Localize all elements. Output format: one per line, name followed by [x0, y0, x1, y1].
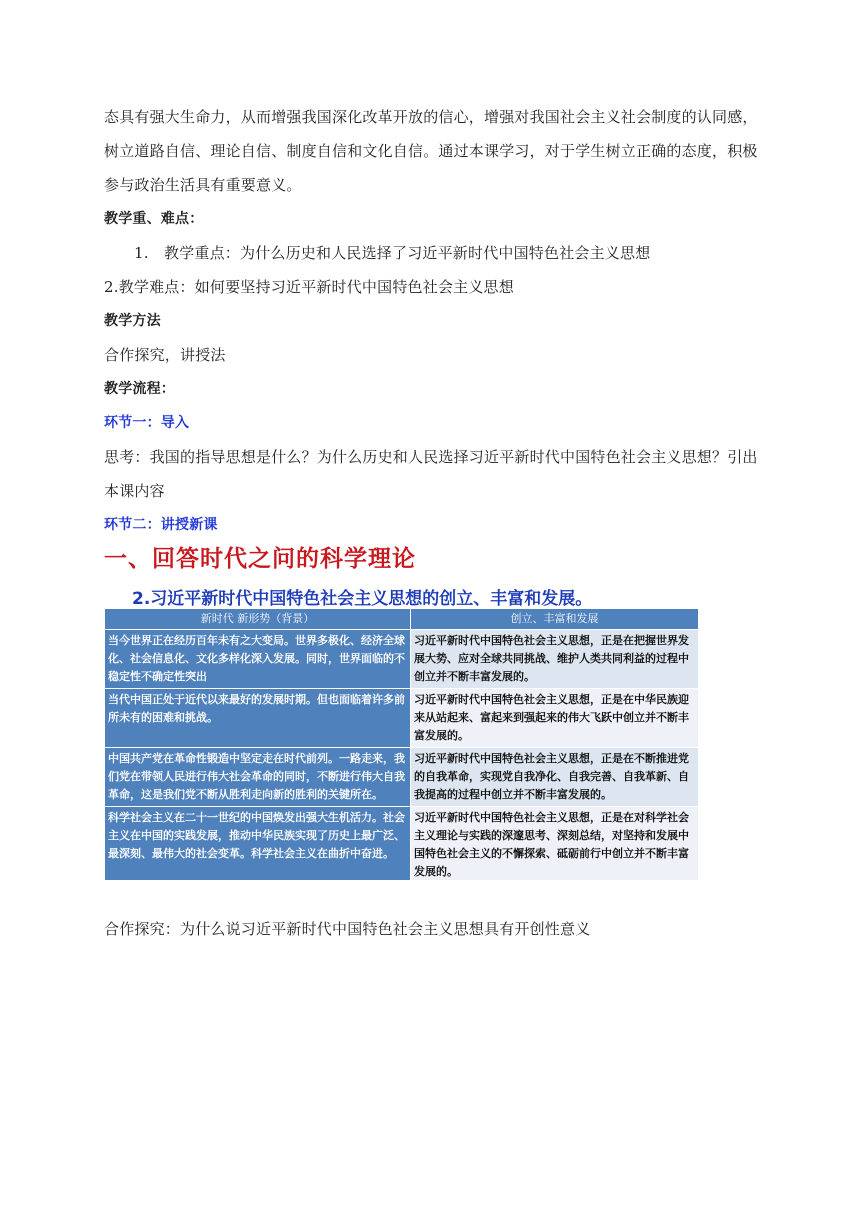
section1-heading: 环节一：导入: [104, 415, 190, 431]
process-heading: 教学流程：: [104, 381, 175, 397]
slide-title: 一、回答时代之问的科学理论: [104, 546, 416, 572]
embedded-slide-image: [104, 540, 764, 880]
key-point-1-number: 1.: [134, 244, 149, 262]
table-header-background: 新时代 新形势（背景）: [105, 609, 411, 630]
key-point-1: [134, 236, 794, 270]
think-line-2: 本课内容: [104, 482, 165, 500]
section2-heading: 环节二：讲授新课: [104, 517, 218, 533]
key-point-2: 2.教学难点：如何要坚持习近平新时代中国特色社会主义思想: [104, 278, 514, 296]
slide-subtitle: 2.习近平新时代中国特色社会主义思想的创立、丰富和发展。: [132, 589, 593, 609]
method-heading: 教学方法: [104, 313, 161, 329]
think-line-1: 思考：我国的指导思想是什么？为什么历史和人民选择习近平新时代中国特色社会主义思想？引出: [104, 448, 758, 466]
table-cell-background: 中国共产党在革命性锻造中坚定走在时代前列。一路走来，我们党在带领人民进行伟大社会革命的同时，不断进行伟大自我革命，这是我们党不断从胜利走向新的胜利的关键所在。: [105, 748, 411, 807]
table-row: [105, 630, 699, 689]
table-cell-background: 当代中国正处于近代以来最好的发展时期。但也面临着许多前所未有的困难和挑战。: [105, 689, 411, 748]
table-cell-development: 习近平新时代中国特色社会主义思想，正是在把握世界发展大势、应对全球共同挑战、维护人类共同利益的过程中创立并不断丰富发展的。: [411, 630, 699, 689]
method-text: 合作探究，讲授法: [104, 346, 226, 364]
intro-line-2: 树立道路自信、理论自信、制度自信和文化自信。通过本课学习，对于学生树立正确的态度，积极: [104, 142, 758, 160]
slide-table-clip: [104, 608, 698, 880]
key-point-1-text: 教学重点：为什么历史和人民选择了习近平新时代中国特色社会主义思想: [164, 244, 651, 262]
slide-table: [104, 608, 698, 880]
table-cell-background: 科学社会主义在二十一世纪的中国焕发出强大生机活力。社会主义在中国的实践发展，推动中华民族实现了历史上最广泛、最深刻、最伟大的社会变革。科学社会主义在曲折中奋进。: [105, 807, 411, 881]
intro-line-1: 态具有强大生命力，从而增强我国深化改革开放的信心，增强对我国社会主义社会制度的认同感，: [104, 108, 758, 126]
table-header-row: [105, 609, 699, 630]
table-cell-development: 习近平新时代中国特色社会主义思想，正是在对科学社会主义理论与实践的深邃思考、深刻总结，对坚持和发展中国特色社会主义的不懈探索、砥砺前行中创立并不断丰富发展的。: [411, 807, 699, 881]
table-cell-development: 习近平新时代中国特色社会主义思想，正是在中华民族迎来从站起来、富起来到强起来的伟大飞跃中创立并不断丰富发展的。: [411, 689, 699, 748]
key-points-heading: 教学重、难点：: [104, 211, 204, 227]
table-row: [105, 807, 699, 881]
table-row: [105, 689, 699, 748]
table-row: [105, 748, 699, 807]
table-header-development: 创立、丰富和发展: [411, 609, 699, 630]
closing-question: 合作探究：为什么说习近平新时代中国特色社会主义思想具有开创性意义: [104, 920, 591, 938]
table-cell-development: 习近平新时代中国特色社会主义思想，正是在不断推进党的自我革命，实现党自我净化、自我完善、自我革新、自我提高的过程中创立并不断丰富发展的。: [411, 748, 699, 807]
table-cell-background: 当今世界正在经历百年未有之大变局。世界多极化、经济全球化、社会信息化、文化多样化深入发展。同时，世界面临的不稳定性不确定性突出: [105, 630, 411, 689]
intro-line-3: 参与政治生活具有重要意义。: [104, 176, 302, 194]
